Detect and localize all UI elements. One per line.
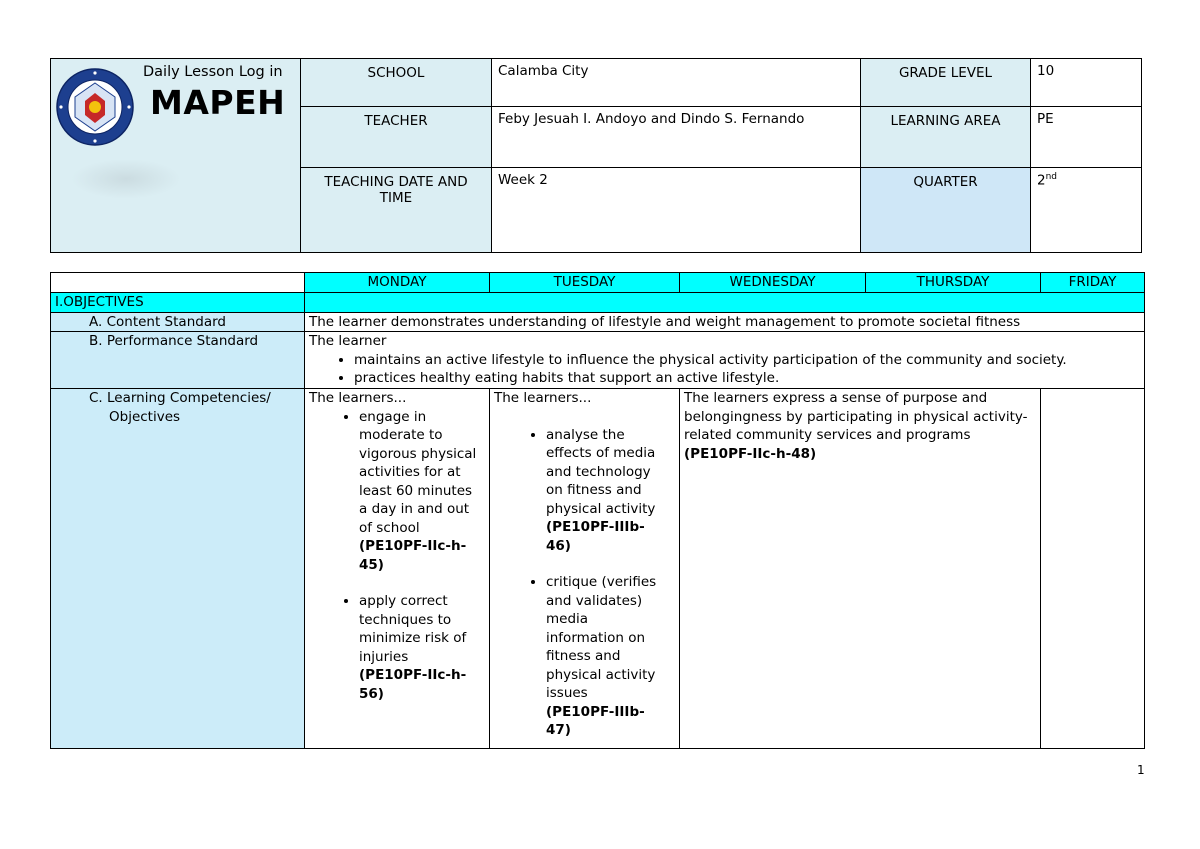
tuesday-competencies: The learners... • analyse the effects of media and technology on fitness and physical activity (PE10PF-IIIb-46) • critique (verifies and validates) media information on fitness and physical activity issues (PE10PF-IIIb-47) [490, 389, 680, 749]
page-number: 1 [1137, 763, 1145, 777]
quarter-value: 2nd [1031, 168, 1142, 253]
faded-mark [71, 159, 181, 199]
performance-standard-label: B. Performance Standard [51, 332, 305, 389]
date-value: Week 2 [492, 168, 861, 253]
header-table [50, 58, 1142, 253]
day-thursday: THURSDAY [866, 273, 1041, 293]
monday-competencies: The learners... • engage in moderate to vigorous physical activities for at least 60 minutes a day in and out of school (PE10PF-IIc-h-45) • apply correct techniques to minimize risk of injuries (PE10PF-IIc-h-56) [305, 389, 490, 749]
date-label: TEACHING DATE AND TIME [301, 168, 492, 253]
objectives-heading-fill [305, 292, 1145, 312]
objectives-heading: I.OBJECTIVES [51, 292, 305, 312]
corner-cell [51, 273, 305, 293]
day-friday: FRIDAY [1041, 273, 1145, 293]
list-item: • critique (verifies and validates) media information on fitness and physical activity issues (PE10PF-IIIb-47) [546, 573, 667, 740]
day-wednesday: WEDNESDAY [680, 273, 866, 293]
content-standard-label: A. Content Standard [51, 312, 305, 332]
wed-thu-competencies: The learners express a sense of purpose and belongingness by participating in physical activity-related community services and programs (PE10PF-IIc-h-48) [680, 389, 1041, 749]
list-item: • engage in moderate to vigorous physical activities for at least 60 minutes a day in and out of school (PE10PF-IIc-h-45) [359, 408, 479, 575]
grade-label: GRADE LEVEL [861, 59, 1031, 107]
deped-seal-icon [55, 67, 135, 147]
teacher-value: Feby Jesuah I. Andoyo and Dindo S. Fernando [492, 107, 861, 168]
logo-cell [51, 59, 301, 253]
objectives-table [50, 272, 1145, 749]
doc-title: Daily Lesson Log in [143, 64, 283, 80]
content-standard-text: The learner demonstrates understanding of lifestyle and weight management to promote societal fitness [305, 312, 1145, 332]
friday-competencies [1041, 389, 1145, 749]
school-value: Calamba City [492, 59, 861, 107]
grade-value: 10 [1031, 59, 1142, 107]
list-item: • analyse the effects of media and technology on fitness and physical activity (PE10PF-IIIb-46) [546, 426, 667, 556]
teacher-label: TEACHER [301, 107, 492, 168]
subject-title: MAPEH [150, 83, 286, 122]
list-item: • practices healthy eating habits that support an active lifestyle. [354, 369, 1140, 388]
performance-standard-cell [305, 332, 1145, 389]
day-monday: MONDAY [305, 273, 490, 293]
school-label: SCHOOL [301, 59, 492, 107]
area-value: PE [1031, 107, 1142, 168]
performance-intro: The learner [309, 333, 387, 349]
quarter-label: QUARTER [861, 168, 1031, 253]
performance-list [309, 351, 1140, 388]
competencies-label: C. Learning Competencies/ Objectives [51, 389, 305, 749]
day-tuesday: TUESDAY [490, 273, 680, 293]
list-item: • maintains an active lifestyle to influence the physical activity participation of the community and society. [354, 351, 1140, 370]
list-item: • apply correct techniques to minimize risk of injuries (PE10PF-IIc-h-56) [359, 592, 479, 703]
area-label: LEARNING AREA [861, 107, 1031, 168]
